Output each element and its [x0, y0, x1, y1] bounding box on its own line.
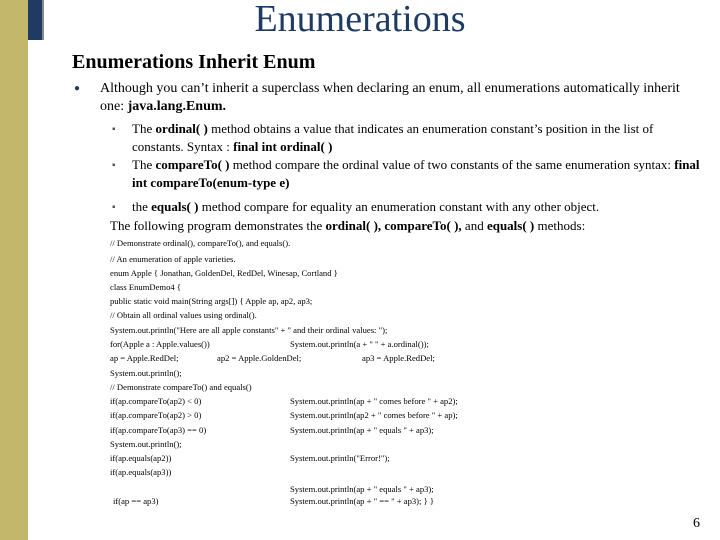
bullet-inherit-enum	[74, 80, 700, 116]
sub-bullet-text: method compare the ordinal value of two constants of the same enumeration syntax:	[229, 157, 675, 172]
code-line: System.out.println(ap + " equals " + ap3);	[290, 425, 434, 435]
code-line: System.out.println();	[110, 439, 182, 449]
code-line: // Demonstrate ordinal(), compareTo(), and equals().	[110, 238, 291, 248]
square-bullet-icon: ▪	[112, 124, 116, 135]
sub-bullet-text: The	[132, 121, 156, 136]
code-line: public static void main(String args[]) { Apple ap, ap2, ap3;	[110, 296, 313, 306]
program-intro	[110, 217, 585, 235]
intro-bold: ordinal( ), compareTo( ),	[325, 218, 462, 233]
method-name: compareTo( )	[155, 157, 230, 172]
slide-subtitle: Enumerations Inherit Enum	[72, 51, 316, 73]
sub-bullet-text: method compare for equality an enumeration constant with any other object.	[198, 199, 600, 214]
code-line: System.out.println(ap2 + " comes before " + ap);	[290, 410, 458, 420]
code-line: if(ap == ap3)	[113, 496, 159, 506]
code-line: // Demonstrate compareTo() and equals()	[110, 382, 252, 392]
sub-bullet-text: the	[132, 199, 152, 214]
intro-text: The following program demonstrates the	[110, 218, 326, 233]
code-line: if(ap.equals(ap2))	[110, 453, 172, 463]
page-number: 6	[693, 516, 700, 531]
sub-bullet-text: The	[132, 157, 156, 172]
code-line: ap3 = Apple.RedDel;	[362, 353, 435, 363]
sub-bullet-equals	[112, 198, 702, 216]
method-name: equals( )	[151, 199, 199, 214]
syntax: final int ordinal( )	[233, 139, 333, 154]
sub-bullet-compareto	[112, 156, 702, 192]
bullet-text: Although you can’t inherit a superclass when declaring an enum, all enumerations automatically inherit one:	[100, 81, 680, 114]
code-line: // Obtain all ordinal values using ordinal().	[110, 310, 257, 320]
code-line: if(ap.equals(ap3))	[110, 467, 172, 477]
code-line: System.out.println();	[110, 368, 182, 378]
intro-text: and	[461, 218, 487, 233]
square-bullet-icon: ▪	[112, 160, 116, 171]
square-bullet-icon: ▪	[112, 202, 116, 213]
slide-title: Enumerations	[254, 0, 466, 40]
bullet-icon: ●	[74, 83, 81, 94]
code-line: class EnumDemo4 {	[110, 282, 181, 292]
code-line: System.out.println(ap + " equals " + ap3);	[290, 484, 434, 494]
bullet-bold: java.lang.Enum.	[127, 99, 227, 114]
sub-bullet-text: method obtains a value that indicates an enumeration constant’s position in the list of constants. Syntax :	[132, 121, 654, 154]
syntax: final int compareTo(enum-type e)	[132, 157, 700, 190]
intro-text: methods:	[534, 218, 586, 233]
intro-bold: equals( )	[486, 218, 535, 233]
method-name: ordinal( )	[155, 121, 208, 136]
code-line: System.out.println(ap + " comes before " + ap2);	[290, 396, 458, 406]
code-line: ap2 = Apple.GoldenDel;	[217, 353, 302, 363]
code-line: ap = Apple.RedDel;	[110, 353, 179, 363]
code-line: for(Apple a : Apple.values())	[110, 339, 210, 349]
code-line: System.out.println(ap + " == " + ap3); } }	[290, 496, 434, 506]
code-line: enum Apple { Jonathan, GoldenDel, RedDel, Winesap, Cortland }	[110, 268, 338, 278]
code-line: System.out.println(a + " " + a.ordinal());	[290, 339, 429, 349]
code-line: if(ap.compareTo(ap2) < 0)	[110, 396, 202, 406]
code-line: System.out.println("Here are all apple constants" + " and their ordinal values: ");	[110, 325, 388, 335]
left-decor-band	[0, 0, 28, 540]
code-line: System.out.println("Error!");	[290, 453, 390, 463]
code-line: if(ap.compareTo(ap2) > 0)	[110, 410, 202, 420]
code-line: // An enumeration of apple varieties.	[110, 254, 236, 264]
code-line: if(ap.compareTo(ap3) == 0)	[110, 425, 207, 435]
sub-bullet-ordinal	[112, 120, 702, 156]
